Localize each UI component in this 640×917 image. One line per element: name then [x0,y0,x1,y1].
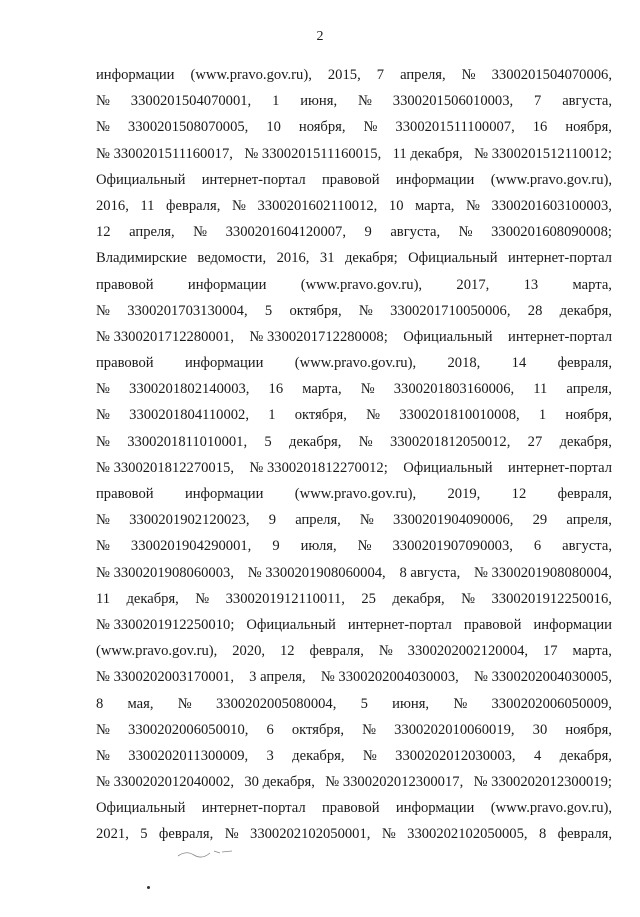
text-line [96,717,612,743]
text-word: марта, [415,197,455,214]
text-word: 1 [272,93,280,110]
text-line [96,821,612,847]
text-word: интернет-портал [508,250,612,267]
text-line [96,481,612,507]
text-word: (www.pravo.gov.ru), [294,355,417,372]
text-word: 3300201803160006, [393,381,515,398]
text-word: № 3300202012040002, [96,774,234,791]
text-word: декабря, [289,433,342,450]
text-word: (www.pravo.gov.ru), [300,276,423,293]
text-word: 3300201511100007, [395,119,515,136]
text-word: № [193,224,208,241]
text-word: 27 [527,433,543,450]
text-word: № 3300202012300019; [473,774,612,791]
text-word: № 3300201511160017, [96,145,233,162]
text-word: 6 [266,721,274,738]
text-word: июня, [392,695,430,712]
text-word: 8 [96,695,104,712]
text-word: октября, [289,302,342,319]
text-word: № 3300201908060003, [96,564,234,581]
text-word: 3300201912110011, [225,590,345,607]
text-word: Владимирские [96,250,187,267]
text-line [96,167,612,193]
text-word: июня, [300,93,338,110]
text-line [96,586,612,612]
text-line [96,402,612,428]
text-word: 3300201904090006, [393,512,514,529]
text-word: 12 [280,643,295,660]
text-word: № 3300201812270012; [249,459,388,476]
text-word: 1 [268,407,276,424]
text-word: № [357,538,372,555]
text-line [96,114,612,140]
scan-smudge [176,846,236,860]
text-word: октября, [291,721,345,738]
text-word: 8 августа, [399,564,461,581]
text-word: 28 [527,302,543,319]
text-line [96,429,612,455]
text-line [96,193,612,219]
text-word: № [362,721,377,738]
text-line [96,612,612,638]
text-line [96,638,612,664]
text-word: ноября, [298,119,346,136]
text-word: № 3300201512110012; [474,145,612,162]
text-word: апреля, [129,224,175,241]
text-line [96,507,612,533]
text-word: 2016, [96,197,129,214]
text-word: № [96,747,110,764]
text-word: № [96,407,110,424]
text-word: декабря, [292,747,345,764]
text-word: декабря, [559,302,612,319]
text-word: февраля, [557,826,612,843]
text-word: апреля, [566,512,612,529]
text-word: № 3300201812270015, [96,459,234,476]
text-word: № 3300201908080004, [473,564,612,581]
page-number: 2 [316,29,324,44]
text-word: февраля, [557,486,612,502]
text-word: 3300201703130004, [127,302,248,319]
text-word: ведомости, [197,250,267,267]
text-word: 9 [272,538,280,555]
text-word: 5 [360,695,368,712]
text-word: 8 [538,826,547,843]
text-word: 2017, [456,276,490,293]
text-word: 2019, [447,486,481,502]
text-word: 3 апреля, [249,669,306,686]
text-word: 11 [96,590,111,607]
text-line [96,664,612,690]
text-word: 3300201602110012, [257,197,378,214]
text-word: 30 [532,721,548,738]
text-line [96,324,612,350]
text-line [96,769,612,795]
text-word: 6 [533,538,542,555]
text-line [96,141,612,167]
text-line [96,691,612,717]
text-line [96,795,612,821]
text-word: информации [395,800,475,817]
text-word: 4 [533,747,542,764]
text-word: 3300201608090008; [491,224,612,241]
text-word: № [453,695,468,712]
text-word: 29 [532,512,548,529]
text-word: № [96,381,110,398]
text-word: интернет-портал [508,459,612,476]
scan-dot [147,886,150,889]
text-word: № [359,512,374,529]
text-line [96,298,612,324]
text-word: 5 [264,433,272,450]
text-word: правовой [96,276,154,293]
text-word: № [360,381,375,398]
text-word: № [177,695,192,712]
text-word: № [362,747,377,764]
text-word: 3300201506010003, [392,93,514,110]
text-word: 11 [533,381,548,398]
text-word: Официальный [246,616,336,633]
text-word: 3300201804110002, [129,407,249,424]
text-word: (www.pravo.gov.ru), [490,800,612,817]
text-word: правовой [463,616,522,633]
text-word: № [461,67,476,83]
text-word: № [96,721,110,738]
text-word: 3300202006050009, [491,695,612,712]
text-word: декабря; [344,250,398,267]
text-word: августа, [562,538,612,555]
text-word: апреля, [566,381,612,398]
text-word: правовой [96,355,154,372]
text-word: декабря, [559,433,612,450]
text-word: интернет-портал [508,328,612,345]
text-word: Официальный [96,800,186,817]
text-word: 2020, [232,643,266,660]
text-word: (www.pravo.gov.ru), [490,171,612,188]
text-word: № [461,590,476,607]
text-line [96,272,612,298]
text-word: 3300201504070001, [130,93,252,110]
text-word: 2016, [276,250,310,267]
text-line [96,455,612,481]
text-word: февраля, [158,826,214,843]
text-word: 3300202011300009, [128,747,249,764]
text-line [96,743,612,769]
text-word: октября, [294,407,347,424]
text-word: 3300201802140003, [129,381,250,398]
text-word: 3300201812050012, [389,433,511,450]
text-word: февраля, [166,197,221,214]
text-word: ноября, [565,407,612,424]
text-word: марта, [572,276,612,293]
text-word: 3300202006050010, [128,721,249,738]
text-word: № [96,302,110,319]
text-line [96,219,612,245]
text-word: № [96,119,110,136]
text-word: № [96,433,110,450]
text-word: № [363,119,378,136]
text-word: (www.pravo.gov.ru), [190,67,312,83]
text-word: Официальный [408,250,498,267]
text-word: интернет-портал [347,616,452,633]
text-word: 7 [534,93,542,110]
text-word: 3300201504070006, [491,67,612,83]
text-word: № [458,224,473,241]
text-word: 1 [538,407,547,424]
text-word: № [224,826,239,843]
text-word: Официальный [96,171,186,188]
text-word: 16 [532,119,548,136]
text-word: декабря, [392,590,445,607]
text-word: декабря, [559,747,612,764]
text-line [96,533,612,559]
text-word: 5 [264,302,273,319]
text-line [96,88,612,114]
text-word: № 3300201511160015, [244,145,382,162]
text-word: № [357,93,372,110]
text-word: 2021, [96,826,129,843]
text-word: информации [184,355,264,372]
text-word: 3300202012030003, [395,747,516,764]
text-word: № 3300201712280008; [249,328,388,345]
text-line [96,560,612,586]
text-word: 3300201811010001, [127,433,248,450]
text-word: интернет-портал [201,171,306,188]
text-word: № [195,590,210,607]
text-word: № [96,93,110,110]
text-word: № [358,302,373,319]
text-word: 13 [523,276,539,293]
text-word: 3300201810010008, [399,407,520,424]
text-word: 11 [140,197,155,214]
text-word: 3 [266,747,274,764]
text-word: № [96,538,110,555]
text-word: интернет-портал [201,800,306,817]
text-word: 3300201907090003, [392,538,513,555]
text-word: 3300201912250016, [491,590,612,607]
text-word: ноября, [565,721,612,738]
text-word: 9 [268,512,277,529]
text-word: № 3300201912250010; [96,616,235,633]
text-word: мая, [127,695,154,712]
text-word: апреля, [295,512,341,529]
document-body [96,62,612,848]
text-word: июля, [300,538,337,555]
text-word: информации [96,67,175,83]
text-word: 17 [543,643,558,660]
text-word: 5 [140,826,148,843]
text-word: 3300202102050001, [250,826,371,843]
text-word: информации [533,616,612,633]
text-word: № [378,643,393,660]
text-word: 3300202010060019, [394,721,515,738]
text-word: 16 [268,381,284,398]
text-word: августа, [390,224,441,241]
text-word: № 3300202004030003, [320,669,459,686]
text-word: 31 [319,250,335,267]
text-word: № [466,197,480,214]
text-word: 3300201710050006, [390,302,511,319]
text-word: марта, [572,643,612,660]
text-word: февраля, [309,643,364,660]
text-word: 3300201603100003, [491,197,612,214]
text-word: № 3300202003170001, [96,669,234,686]
text-word: августа, [562,93,612,110]
text-word: 10 [388,197,404,214]
text-word: апреля, [400,67,446,83]
text-word: Официальный [403,459,493,476]
text-word: № 3300202004030005, [474,669,612,686]
text-line [96,245,612,271]
text-word: 3300201902120023, [129,512,250,529]
text-word: ноября, [565,119,612,136]
text-word: 14 [511,355,527,372]
text-word: 3300202005080004, [215,695,337,712]
text-word: 2018, [447,355,481,372]
text-word: правовой [321,800,380,817]
text-word: № [358,433,373,450]
text-word: 3300202102050005, [407,826,528,843]
text-word: 3300201904290001, [130,538,252,555]
text-line [96,376,612,402]
text-word: информации [187,276,267,293]
text-word: 3300201508070005, [127,119,249,136]
text-word: № 3300202012300017, [325,774,464,791]
text-word: (www.pravo.gov.ru), [96,643,218,660]
text-word: 12 [511,486,527,502]
text-word: 10 [266,119,281,136]
text-word: 9 [364,224,372,241]
text-word: № [381,826,396,843]
text-word: 3300202002120004, [407,643,529,660]
text-word: (www.pravo.gov.ru), [294,486,417,502]
text-word: 25 [361,590,376,607]
text-line [96,350,612,376]
text-word: информации [395,171,475,188]
text-line [96,62,612,88]
text-word: Официальный [403,328,493,345]
text-word: правовой [96,486,154,502]
text-word: 12 [96,224,111,241]
text-word: марта, [302,381,342,398]
text-word: № [366,407,381,424]
text-word: 11 декабря, [392,145,463,162]
text-word: № [231,197,246,214]
text-word: февраля, [557,355,612,372]
text-word: правовой [321,171,380,188]
text-word: № [96,512,110,529]
text-word: 7 [376,67,385,83]
text-word: № 3300201712280001, [96,328,234,345]
text-word: № 3300201908060004, [247,564,386,581]
text-word: информации [184,486,264,502]
text-word: 3300201604120007, [225,224,346,241]
text-word: 2015, [327,67,361,83]
text-word: декабря, [126,590,179,607]
text-word: 30 декабря, [244,774,315,791]
